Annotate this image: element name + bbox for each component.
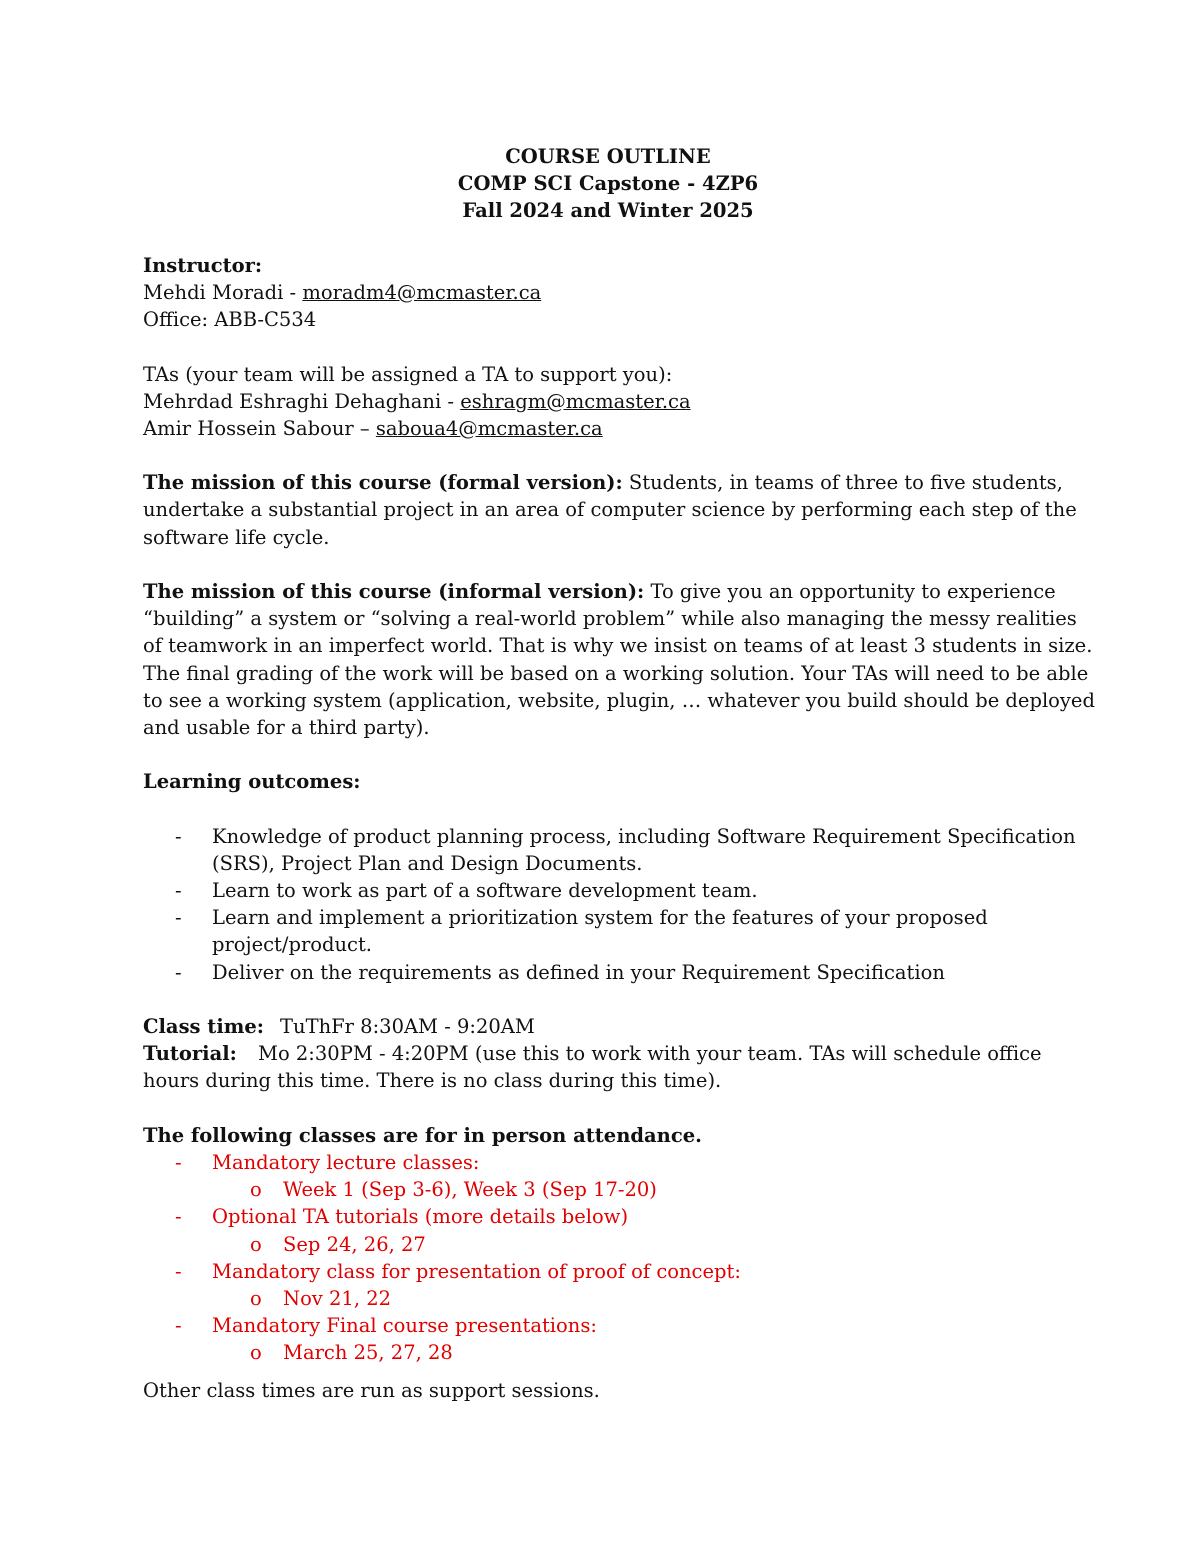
bullet-circle: o [250,1178,262,1202]
list-item [143,823,1076,850]
attendance-item-date: Sep 24, 26, 27 [283,1232,426,1256]
list-item [143,1285,1073,1312]
mission-formal-line [143,469,1073,496]
attendance-item-date: March 25, 27, 28 [283,1341,453,1365]
bullet-dash: - [175,824,182,848]
ta-email-link[interactable]: eshragm@mcmaster.ca [460,389,691,413]
instructor-heading: Instructor: [143,253,263,277]
list-item [143,1231,1073,1258]
mission-informal-line [143,578,1073,605]
attendance-item-date: Nov 21, 22 [283,1286,392,1310]
list-item [143,1203,1073,1230]
mission-informal-text: To give you an opportunity to experience [644,580,1056,603]
tutorial-label: Tutorial: [143,1042,237,1066]
ta-line [143,415,1073,442]
mission-informal-text: The final grading of the work will be based on a working solution. Your TAs will need to be able [143,661,1089,685]
list-item [143,904,1073,931]
bullet-circle: o [250,1232,262,1256]
bullet-circle: o [250,1286,262,1310]
course-term: Fall 2024 and Winter 2025 [462,199,754,223]
attendance-item-text: Mandatory lecture classes: [212,1150,480,1174]
ta-name: Mehrdad Eshraghi Dehaghani - [143,389,461,413]
list-item [143,1176,1073,1203]
outcome-text-continued: (SRS), Project Plan and Design Documents. [212,851,643,875]
mission-formal-text: Students, in teams of three to five students, [622,471,1063,495]
attendance-item-date: Week 1 (Sep 3-6), Week 3 (Sep 17-20) [283,1178,657,1202]
course-outline-page [143,143,1095,1405]
outcome-text: Deliver on the requirements as defined in your Requirement Specification [212,960,945,984]
ta-intro: TAs (your team will be assigned a TA to support you): [143,362,673,386]
bullet-dash: - [175,960,182,984]
ta-line [143,388,1073,415]
instructor-line [143,279,1073,306]
bullet-dash: - [175,906,182,930]
outcome-text-continued: project/product. [212,933,372,957]
attendance-item-text: Mandatory Final course presentations: [212,1314,597,1338]
tutorial-value-continued: hours during this time. There is no class during this time). [143,1069,722,1093]
mission-formal-text: undertake a substantial project in an area of computer science by performing each step of the [143,498,1077,522]
instructor-email-link[interactable]: moradm4@mcmaster.ca [302,280,542,304]
class-time-value: TuThFr 8:30AM - 9:20AM [280,1015,535,1038]
mission-informal-heading: The mission of this course (informal version): [143,580,645,603]
outcome-text: Knowledge of product planning process, including Software Requirement Specification [212,824,1076,848]
list-item [143,1312,1073,1339]
tutorial-value: Mo 2:30PM - 4:20PM (use this to work with your team. TAs will schedule office [258,1042,1042,1066]
learning-outcomes-heading: Learning outcomes: [143,770,361,794]
mission-formal-text: software life cycle. [143,525,330,549]
outcome-text: Learn and implement a prioritization system for the features of your proposed [212,906,988,930]
attendance-item-text: Optional TA tutorials (more details below) [212,1205,629,1229]
list-item [143,877,1073,904]
attendance-heading: The following classes are for in person attendance. [143,1123,702,1147]
bullet-dash: - [175,1314,182,1338]
mission-informal-text: to see a working system (application, website, plugin, … whatever you build should be deployed [143,688,1095,712]
list-item [143,959,1073,986]
document-title: COURSE OUTLINE [505,145,711,168]
class-time-line [143,1013,1073,1040]
course-name: COMP SCI Capstone - 4ZP6 [457,172,759,196]
attendance-item-text: Mandatory class for presentation of proof of concept: [212,1259,741,1283]
ta-name: Amir Hossein Sabour – [143,416,376,440]
outcome-text: Learn to work as part of a software development team. [212,879,758,903]
bullet-dash: - [175,1259,182,1283]
bullet-dash: - [175,1205,182,1229]
list-item [143,1258,1073,1285]
bullet-dash: - [175,1150,182,1174]
bullet-circle: o [250,1341,262,1365]
tutorial-line [143,1040,1073,1067]
mission-informal-text: of teamwork in an imperfect world. That is why we insist on teams of at least 3 students in size. [143,634,1093,658]
mission-formal-heading: The mission of this course (formal version): [143,471,623,495]
list-item [143,1149,1073,1176]
list-item [143,1339,1073,1366]
mission-informal-text: “building” a system or “solving a real-world problem” while also managing the messy realities [143,607,1077,631]
class-time-label: Class time: [143,1015,264,1038]
instructor-office: Office: ABB-C534 [143,308,317,332]
ta-email-link[interactable]: saboua4@mcmaster.ca [375,416,603,440]
support-sessions-note: Other class times are run as support sessions. [143,1379,600,1403]
bullet-dash: - [175,879,182,903]
instructor-name: Mehdi Moradi - [143,280,303,304]
mission-informal-text: and usable for a third party). [143,715,430,739]
